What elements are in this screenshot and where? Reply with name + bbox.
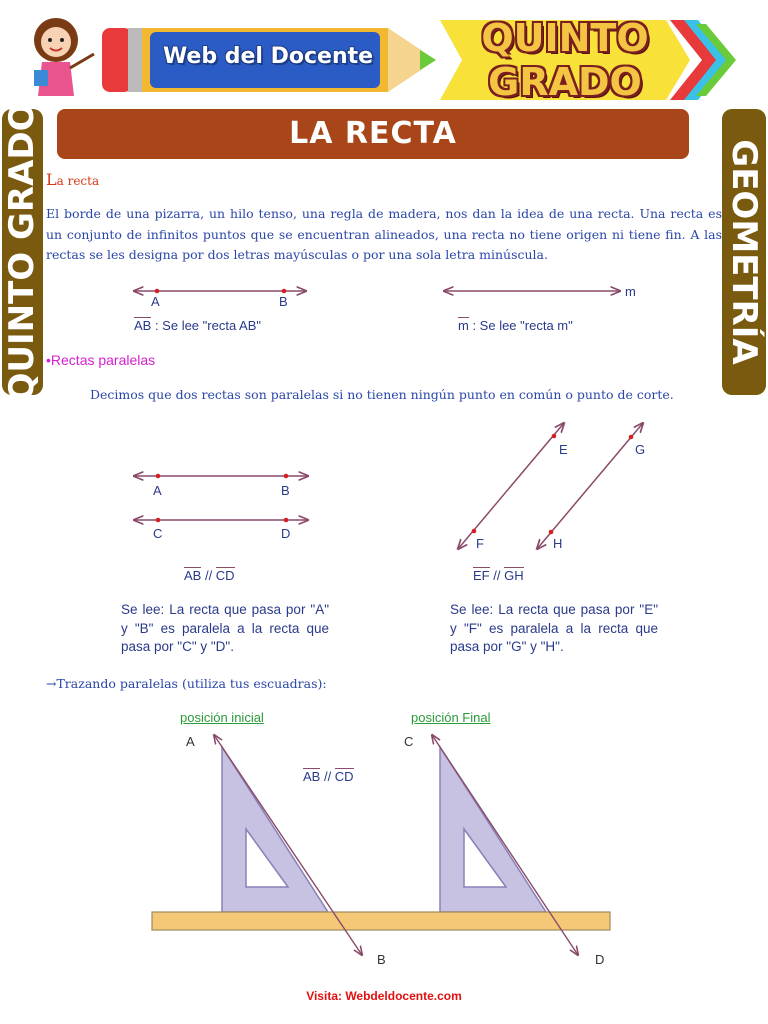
footer-visit-link[interactable]: Visita: Webdeldocente.com xyxy=(306,989,462,1003)
title-bar xyxy=(57,109,689,159)
reading-ab-text: : Se lee "recta AB" xyxy=(151,318,262,333)
point-b2 xyxy=(284,474,289,479)
side-label-left: QUINTO GRADO xyxy=(2,102,42,402)
point-a xyxy=(155,289,160,294)
notation-ab-cd xyxy=(184,568,235,583)
side-label-right: GEOMETRÍA xyxy=(724,139,764,365)
side-band-left xyxy=(2,102,43,402)
section-heading-rectas-paralelas: •Rectas paralelas xyxy=(46,352,156,368)
label-b3: B xyxy=(377,952,386,967)
grade-badge-line1: QUINTO xyxy=(481,16,649,60)
line-examples-figure xyxy=(0,280,768,340)
notation-m: m xyxy=(458,318,469,333)
label-g: G xyxy=(635,442,646,457)
label-a3: A xyxy=(186,734,195,749)
point-b xyxy=(282,289,287,294)
notation-gh: GH xyxy=(504,568,524,583)
notation-ef: EF xyxy=(473,568,490,583)
label-b: B xyxy=(279,294,288,309)
reading-m xyxy=(458,318,573,333)
page-title: LA RECTA xyxy=(289,116,457,151)
label-b2: B xyxy=(281,483,290,498)
brand-pencil xyxy=(98,22,440,100)
point-d xyxy=(284,518,289,523)
heading-initial: L xyxy=(46,170,57,189)
label-d: D xyxy=(281,526,291,541)
side-band-right xyxy=(722,109,766,395)
intro-paragraph: El borde de una pizarra, un hilo tenso, una regla de madera, nos dan la idea de una recta. Una recta es un conjunto de infinitos puntos que se encuentran alineados, una recta no tiene origen ni tiene fin. A las rectas se les designa por dos letras mayúsculas o por una sola letra minúscula. xyxy=(46,206,722,262)
label-d3: D xyxy=(595,952,605,967)
notation-ef-gh xyxy=(473,568,524,583)
brand-name: Web del Docente xyxy=(162,44,374,69)
point-a2 xyxy=(156,474,161,479)
line-gh xyxy=(537,423,646,549)
label-a2: A xyxy=(153,483,162,498)
point-e xyxy=(552,434,557,439)
point-h xyxy=(549,530,554,535)
notation-ab2: AB xyxy=(184,568,202,583)
label-h: H xyxy=(553,536,563,551)
teacher-illustration xyxy=(20,10,100,100)
reading-m-text: : Se lee "recta m" xyxy=(468,318,573,333)
reading-left: Se lee: La recta que pasa por "A" y "B" es paralela a la recta que pasa por "C" y "D". xyxy=(121,602,329,654)
parallel-definition: Decimos que dos rectas son paralelas si no tienen ningún punto en común o punto de corte. xyxy=(90,387,674,402)
section-heading-trazando: →Trazando paralelas (utiliza tus escuadras): xyxy=(46,676,327,691)
tracing-parallels-figure xyxy=(0,725,768,965)
reading-right: Se lee: La recta que pasa por "E" y "F" es paralela a la recta que pasa por "G" y "H". xyxy=(450,602,658,654)
notation-cd3: CD xyxy=(334,769,354,784)
point-f xyxy=(472,529,477,534)
notation-sep-2: // xyxy=(489,568,505,583)
notation-ab-cd-trace xyxy=(303,769,354,784)
label-e: E xyxy=(559,442,568,457)
label-c: C xyxy=(153,526,163,541)
notation-sep-3: // xyxy=(320,769,335,784)
label-posicion-inicial: posición inicial xyxy=(180,710,264,725)
reading-ab xyxy=(134,318,261,333)
parallel-lines-figure xyxy=(0,415,768,565)
grade-badge xyxy=(440,10,740,110)
ruler xyxy=(152,912,610,930)
heading-rest: a recta xyxy=(56,174,100,188)
section-heading-la-recta xyxy=(46,170,99,189)
label-c3: C xyxy=(404,734,414,749)
notation-sep-1: // xyxy=(201,568,216,583)
grade-badge-line2: GRADO xyxy=(488,60,642,104)
label-f: F xyxy=(476,536,484,551)
point-g xyxy=(629,435,634,440)
point-c xyxy=(156,518,161,523)
label-posicion-final: posición Final xyxy=(411,710,491,725)
notation-ab3: AB xyxy=(303,769,321,784)
label-m: m xyxy=(625,284,636,299)
notation-cd: CD xyxy=(215,568,235,583)
notation-ab: AB xyxy=(134,318,152,333)
label-a: A xyxy=(151,294,160,309)
